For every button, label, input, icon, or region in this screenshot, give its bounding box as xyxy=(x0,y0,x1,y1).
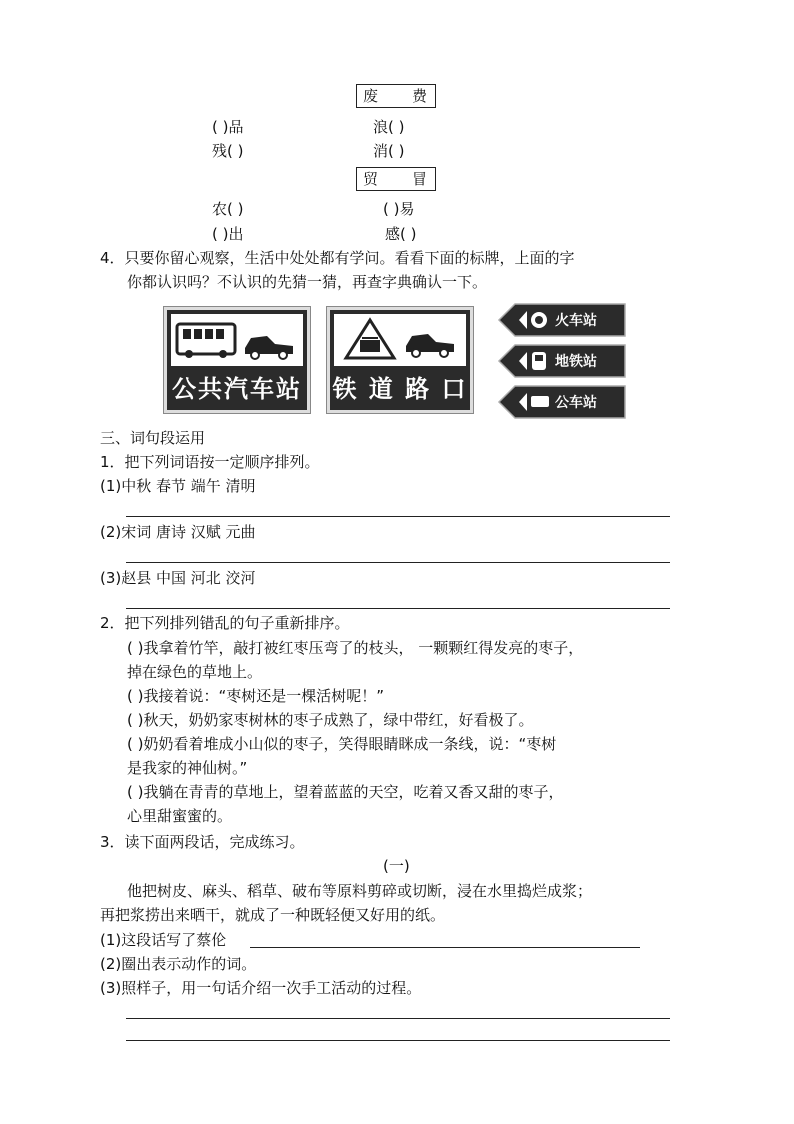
q1-item-2: (2)宋词 唐诗 汉赋 元曲 xyxy=(100,523,256,541)
q3-prompt: 3．读下面两段话，完成练习。 xyxy=(100,833,305,851)
box-char-fei-1: 废 xyxy=(363,87,381,105)
bus-stop-label: 公共汽车站 xyxy=(172,375,302,403)
q2-line-4: ( )秋天，奶奶家枣树林的枣子成熟了，绿中带红，好看极了。 xyxy=(127,711,534,729)
answer-line-6[interactable] xyxy=(126,1040,670,1041)
q3-sub2: (2)圈出表示动作的词。 xyxy=(100,955,257,973)
subway-station-label: 地铁站 xyxy=(555,354,597,370)
q2-line-2: 掉在绿色的草地上。 xyxy=(127,663,263,681)
box-char-mao-1: 贸 xyxy=(363,170,381,188)
group1-row1-right: 浪( ) xyxy=(373,118,405,136)
answer-line-5[interactable] xyxy=(126,1018,670,1019)
q1-prompt: 1．把下列词语按一定顺序排列。 xyxy=(100,453,320,471)
group1-row2-right: 消( ) xyxy=(373,142,405,160)
q3-sub3: (3)照样子，用一句话介绍一次手工活动的过程。 xyxy=(100,979,422,997)
answer-line-1[interactable] xyxy=(126,516,670,517)
box-char-fei-2: 费 xyxy=(411,87,429,105)
q2-line-8: 心里甜蜜蜜的。 xyxy=(127,807,233,825)
part1-title: (一) xyxy=(383,857,410,875)
rail-crossing-icon xyxy=(334,314,466,366)
q2-line-5: ( )奶奶看着堆成小山似的枣子，笑得眼睛眯成一条线，说：“枣树 xyxy=(127,735,557,753)
bus-stop-sign xyxy=(164,307,310,413)
answer-line-3[interactable] xyxy=(126,608,670,609)
char-box-1 xyxy=(356,84,436,108)
group2-row2-left: ( )出 xyxy=(212,225,244,243)
char-box-2 xyxy=(356,167,436,191)
train-station-sign xyxy=(497,303,627,337)
bus-station-label: 公车站 xyxy=(555,395,597,411)
answer-line-4[interactable] xyxy=(250,947,640,948)
bus-station-sign xyxy=(497,385,627,419)
bus-panel xyxy=(171,314,303,366)
passage-line-2: 再把浆捞出来晒干，就成了一种既轻便又好用的纸。 xyxy=(100,906,446,924)
q1-item-1: (1)中秋 春节 端午 清明 xyxy=(100,477,256,495)
q1-item-3: (3)赵县 中国 河北 洨河 xyxy=(100,569,256,587)
q2-line-1: ( )我拿着竹竿，敲打被红枣压弯了的枝头， 一颗颗红得发亮的枣子， xyxy=(127,639,584,657)
signs-image xyxy=(152,293,638,419)
rail-panel xyxy=(334,314,466,366)
group1-row2-left: 残( ) xyxy=(212,142,244,160)
q2-line-6: 是我家的神仙树。” xyxy=(127,759,248,777)
bus-icon xyxy=(171,314,303,366)
q4-line2: 你都认识吗？不认识的先猜一猜，再查字典确认一下。 xyxy=(127,273,488,291)
q2-line-7: ( )我躺在青青的草地上，望着蓝蓝的天空，吃着又香又甜的枣子， xyxy=(127,783,564,801)
rail-crossing-sign xyxy=(327,307,473,413)
group2-row1-left: 农( ) xyxy=(212,200,244,218)
q3-sub1: (1)这段话写了蔡伦 xyxy=(100,931,227,949)
group2-row1-right: ( )易 xyxy=(383,200,415,218)
passage-line-1: 他把树皮、麻头、稻草、破布等原料剪碎或切断，浸在水里捣烂成浆； xyxy=(127,882,593,900)
q4-line1: 4．只要你留心观察，生活中处处都有学问。看看下面的标牌，上面的字 xyxy=(100,249,575,267)
box-char-mao-2: 冒 xyxy=(411,170,429,188)
rail-crossing-label: 铁 道 路 口 xyxy=(332,375,468,403)
train-station-label: 火车站 xyxy=(555,313,597,329)
q2-prompt: 2．把下列排列错乱的句子重新排序。 xyxy=(100,614,350,632)
subway-station-sign xyxy=(497,344,627,378)
q2-line-3: ( )我接着说：“枣树还是一棵活树呢！” xyxy=(127,687,385,705)
group1-row1-left: ( )品 xyxy=(212,118,244,136)
group2-row2-right: 感( ) xyxy=(385,225,417,243)
section3-title: 三、词句段运用 xyxy=(100,429,206,447)
answer-line-2[interactable] xyxy=(126,562,670,563)
